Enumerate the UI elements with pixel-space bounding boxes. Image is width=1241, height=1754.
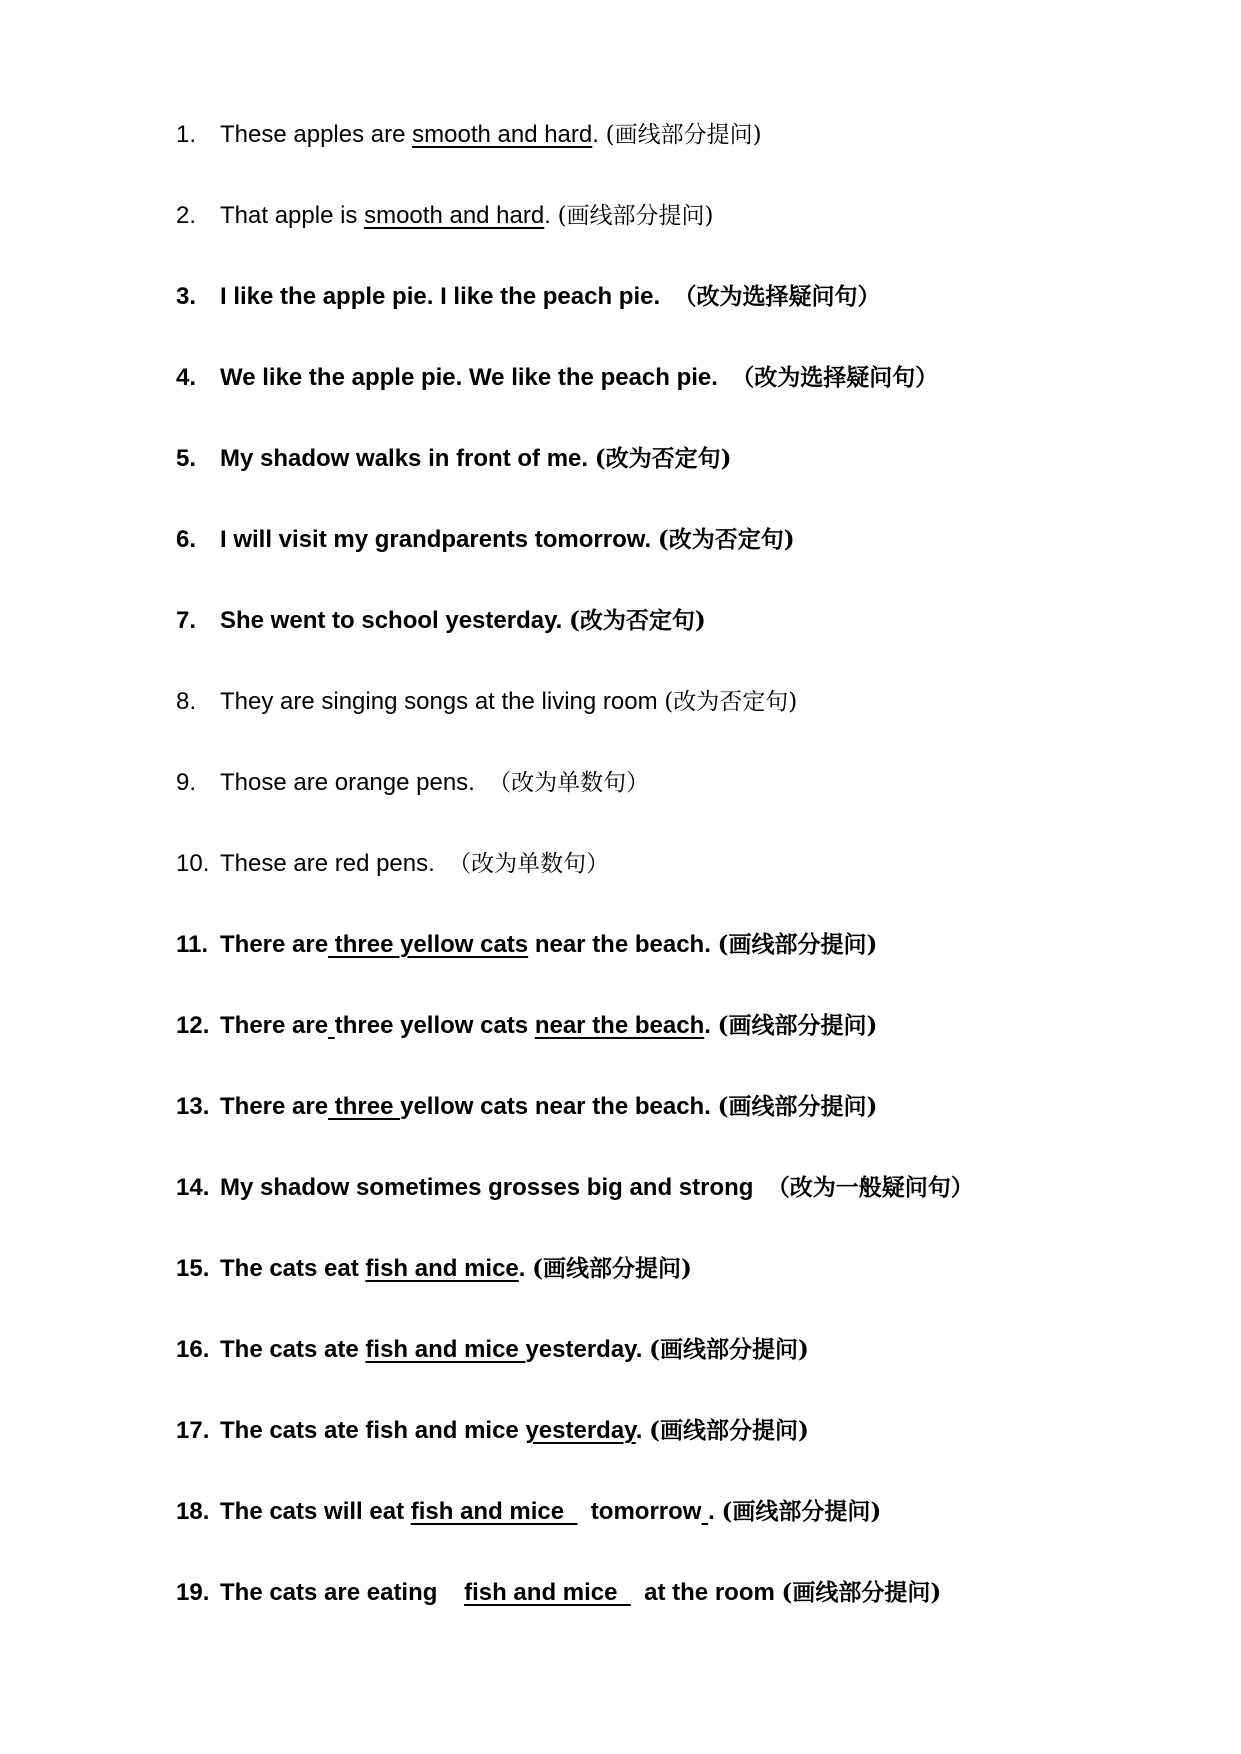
underlined-text: three: [328, 1093, 401, 1120]
instruction-text: （改为选择疑问句）: [673, 283, 881, 310]
underlined-text: smooth and hard: [364, 202, 545, 229]
underlined-text: fish and mice: [365, 1255, 519, 1282]
instruction-text: (画线部分提问): [717, 931, 878, 958]
exercise-list: [176, 116, 1176, 1655]
instruction-text: (改为否定句): [594, 445, 732, 472]
sentence-text: My shadow walks in front of me.: [220, 445, 595, 472]
exercise-number: 14.: [176, 1174, 210, 1201]
exercise-item: [176, 278, 1176, 359]
exercise-item: [176, 1088, 1176, 1169]
exercise-item: [176, 1007, 1176, 1088]
underlined-text: fish and mice: [410, 1498, 578, 1525]
sentence-text: I like the apple pie. I like the peach pie.: [220, 283, 674, 310]
sentence-text: .: [704, 1012, 718, 1039]
underlined-text: [328, 1012, 335, 1039]
sentence-text: at the room: [630, 1579, 782, 1606]
exercise-item: [176, 521, 1176, 602]
instruction-text: (画线部分提问): [532, 1255, 692, 1282]
exercise-number: 9.: [176, 769, 197, 796]
underlined-text: smooth and hard: [412, 121, 593, 148]
sentence-text: tomorrow: [577, 1498, 702, 1525]
sentence-text: I will visit my grandparents tomorrow.: [220, 526, 658, 553]
sentence-text: yesterday.: [525, 1336, 650, 1363]
sentence-text: There are: [220, 1093, 329, 1120]
exercise-number: 7.: [176, 607, 197, 634]
exercise-number: 15.: [176, 1255, 210, 1282]
exercise-number: 13.: [176, 1093, 210, 1120]
exercise-number: 4.: [176, 364, 197, 391]
underlined-text: fish and mice: [365, 1336, 526, 1363]
exercise-number: 6.: [176, 526, 197, 553]
sentence-text: .: [518, 1255, 533, 1282]
sentence-text: .: [635, 1417, 650, 1444]
exercise-item: [176, 1169, 1176, 1250]
instruction-text: (画线部分提问): [649, 1417, 809, 1444]
instruction-text: (画线部分提问): [781, 1579, 942, 1606]
exercise-item: [176, 1250, 1176, 1331]
instruction-text: (画线部分提问): [557, 203, 714, 229]
exercise-item: [176, 440, 1176, 521]
sentence-text: near the beach.: [528, 931, 718, 958]
exercise-number: 1.: [176, 121, 197, 148]
exercise-number: 2.: [176, 202, 197, 229]
instruction-text: (画线部分提问): [649, 1336, 809, 1363]
exercise-item: [176, 764, 1176, 845]
sentence-text: They are singing songs at the living room: [220, 688, 665, 715]
sentence-text: These apples are: [220, 121, 413, 148]
sentence-text: The cats are eating: [220, 1579, 465, 1606]
underlined-text: fish and mice: [464, 1579, 631, 1606]
sentence-text: .: [592, 121, 606, 148]
exercise-number: 10.: [176, 850, 210, 877]
exercise-item: [176, 602, 1176, 683]
instruction-text: (画线部分提问): [717, 1093, 878, 1120]
sentence-text: We like the apple pie. We like the peach pie.: [220, 364, 732, 391]
instruction-text: (改为否定句): [657, 526, 795, 553]
exercise-number: 3.: [176, 283, 197, 310]
exercise-number: 12.: [176, 1012, 210, 1039]
exercise-number: 19.: [176, 1579, 210, 1606]
sentence-text: She went to school yesterday.: [220, 607, 569, 634]
sentence-text: .: [708, 1498, 722, 1525]
instruction-text: （改为一般疑问句）: [766, 1174, 974, 1201]
exercise-item: [176, 116, 1176, 197]
exercise-item: [176, 1493, 1176, 1574]
sentence-text: The cats will eat: [220, 1498, 411, 1525]
exercise-number: 16.: [176, 1336, 210, 1363]
underlined-text: yesterday: [525, 1417, 636, 1444]
instruction-text: (画线部分提问): [717, 1012, 878, 1039]
sentence-text: The cats ate: [220, 1336, 366, 1363]
instruction-text: (画线部分提问): [605, 122, 762, 148]
instruction-text: (画线部分提问): [721, 1498, 882, 1525]
underlined-text: near the beach: [534, 1012, 705, 1039]
exercise-number: 5.: [176, 445, 197, 472]
sentence-text: three yellow cats: [334, 1012, 535, 1039]
exercise-item: [176, 1331, 1176, 1412]
exercise-number: 11.: [176, 931, 209, 958]
instruction-text: (改为否定句): [568, 607, 706, 634]
sentence-text: Those are orange pens.: [220, 769, 489, 796]
exercise-item: [176, 197, 1176, 278]
sentence-text: The cats ate fish and mice: [220, 1417, 526, 1444]
sentence-text: That apple is: [220, 202, 365, 229]
sentence-text: yellow cats near the beach.: [400, 1093, 718, 1120]
exercise-number: 8.: [176, 688, 197, 715]
exercise-item: [176, 926, 1176, 1007]
exercise-item: [176, 1412, 1176, 1493]
instruction-text: (改为否定句): [664, 689, 798, 715]
exercise-item: [176, 845, 1176, 926]
exercise-item: [176, 359, 1176, 440]
exercise-number: 17.: [176, 1417, 210, 1444]
exercise-item: [176, 1574, 1176, 1655]
instruction-text: （改为单数句）: [448, 851, 610, 877]
underlined-text: three yellow cats: [328, 931, 529, 958]
instruction-text: （改为选择疑问句）: [731, 364, 939, 391]
instruction-text: （改为单数句）: [488, 770, 650, 796]
sentence-text: These are red pens.: [220, 850, 449, 877]
sentence-text: The cats eat: [220, 1255, 366, 1282]
exercise-item: [176, 683, 1176, 764]
sentence-text: There are: [220, 931, 329, 958]
sentence-text: My shadow sometimes grosses big and strong: [220, 1174, 767, 1201]
sentence-text: There are: [220, 1012, 329, 1039]
sentence-text: .: [544, 202, 558, 229]
exercise-number: 18.: [176, 1498, 210, 1525]
